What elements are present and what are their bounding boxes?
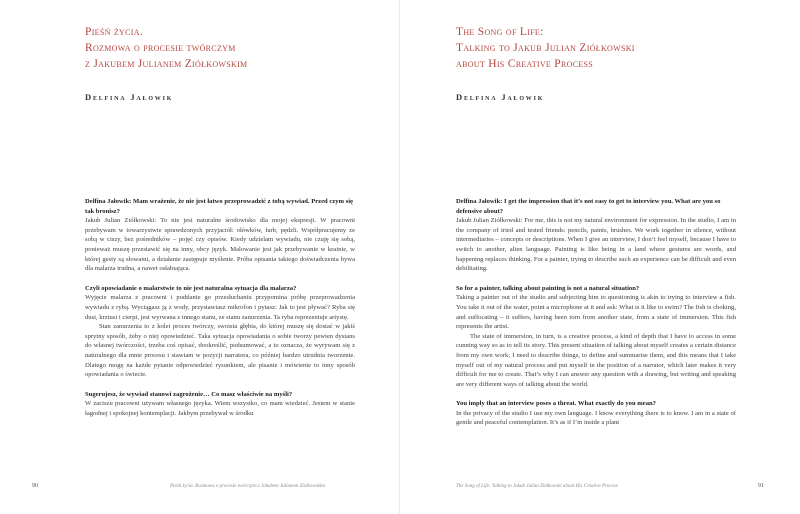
left-question-2: Czyli opowiadanie o malarstwie to nie jest naturalna sytuacja dla malarza? (85, 284, 297, 292)
right-question-3: You imply that an interview poses a threat. What exactly do you mean? (456, 400, 656, 408)
left-question-3: Sugerujesz, że wywiad stanowi zagrożenie… Co masz właściwie na myśli? (85, 390, 293, 398)
right-title-line-3: about His Creative Process (456, 58, 594, 70)
right-answer-2: Taking a painter out of the studio and subjecting him to questioning is akin to trying to interview a fish. You take it out of the water, point a microphone at it and ask: What is it like to swim? The fish is choking, and suffocating – it suffers, having been torn from another state, from a state of immersion. This fish represents the artist. (456, 294, 736, 331)
right-running-footer: The Song of Life: Talking to Jakub Julian Ziółkowski about His Creative Process (456, 484, 618, 489)
left-answer-2: Wyjęcie malarza z pracowni i poddanie go przesłuchaniu przypomina próbę przeprowadzenia wywiadu z rybą. Wyciągasz ją z wody, przystawiasz mikrofon i pytasz: Jak to jest pływać? Ryba się dusi, krztusi i cierpi, jest wyrwana z innego stanu, ze stanu zanurzenia. Ta ryba reprezentuje artystę. (85, 294, 355, 321)
right-page-number: 91 (758, 483, 764, 489)
left-title-line-3: z Jakubem Julianem Ziółkowskim (85, 58, 248, 70)
right-question-2: So for a painter, talking about painting is not a natural situation? (456, 284, 640, 292)
left-question-1: Delfina Jałowik: Mam wrażenie, że nie jest łatwo przeprowadzić z tobą wywiad. Przed czym się tak bronisz? (85, 198, 353, 215)
right-title (456, 24, 635, 72)
left-answer-4: W zaciszu pracowni używam własnego języka. Wiem wszystko, co mam wiedzieć. Jestem w stanie łagodnej i spokojnej kontemplacji. Jakbym przebywał w środku (85, 400, 355, 417)
right-answer-4: In the privacy of the studio I use my own language. I know everything there is to know. I am in a state of gentle and peaceful contemplation. It’s as if I’m inside a plant (456, 409, 736, 427)
left-page-number: 90 (32, 483, 38, 489)
left-answer-1: Jakub Julian Ziółkowski: To nie jest naturalne środowisko dla mojej ekspresji. W pracowni przebywam w towarzystwie sprawdzonych przyjaciół: ołówków, farb, pędzli. Współpracujemy ze sobą w ciszy, bez pośredników – pojęć czy opisów. Kiedy udzielam wywiadu, nie czuję się sobą, ponieważ muszę przestawić się na inny, obcy język. Malowanie jest jak przebywanie w krainie, w której gesty są słowami, a działanie zastępuje myślenie. Próba opisania takiego doświadczenia bywa dla malarza trudna, a nawet osłabiająca. (85, 217, 355, 273)
right-body (456, 197, 736, 428)
left-running-footer: Pieśń życia. Rozmowa o procesie twórczym z Jakubem Julianem Ziółkowskim (170, 484, 325, 489)
right-answer-1: Jakub Julian Ziółkowski: For me, this is not my natural environment for expression. In the studio, I am in the company of tried and tested friends: pencils, paints, brushes. We work together in silence, without intermediaries – concepts or descriptions. When I give an interview, I don’t feel myself, because I have to switch to another, alien language. Painting is like being in a land where gestures are words, and happening replaces thinking. For a painter, trying to describe such an experience can be difficult and even debilitating. (456, 217, 736, 273)
right-page (400, 0, 800, 514)
left-title (85, 24, 247, 72)
right-author: Delfina Jałowik (456, 92, 545, 102)
left-author: Delfina Jałowik (85, 92, 174, 102)
left-body (85, 197, 355, 418)
right-answer-3: The state of immersion, in turn, is a creative process, a kind of depth that I have to access in some cunning way so as to tell its story. This present situation of talking about myself creates a certain distance from my own work; I need to describe things, to define and summarise them, and this means that I take myself out of my natural process and put myself in the position of a narrator, which later makes it very difficult for me to create. That’s why I can answer any question with a drawing, but writing and speaking are very different ways of talking about the world. (456, 332, 736, 388)
right-question-1: Delfina Jałowik: I get the impression that it’s not easy to get to interview you. What are you so defensive about? (456, 198, 721, 215)
right-title-line-1: The Song of Life: (456, 26, 544, 38)
right-title-line-2: Talking to Jakub Julian Ziółkowski (456, 42, 635, 54)
left-title-line-2: Rozmowa o procesie twórczym (85, 42, 236, 54)
left-title-line-1: Pieśń życia. (85, 26, 143, 38)
left-answer-3: Stan zanurzenia to z kolei proces twórczy, swoista głębia, do której muszę się dostać w jakiś sprytny sposób, żeby o niej opowiedzieć. Taka sytuacja opowiadania o sobie tworzy pewien dystans do własnej twórczości, trzeba coś opisać, dookreślić, podsumować, a to oznacza, że wyrywam się z naturalnego dla mnie procesu i stawiam w pozycji narratora, co później bardzo utrudnia tworzenie. Dlatego mogę na każde pytanie odpowiedzieć rysunkiem, ale pisanie i mówienie to inny sposób opowiadania o świecie. (85, 323, 355, 379)
